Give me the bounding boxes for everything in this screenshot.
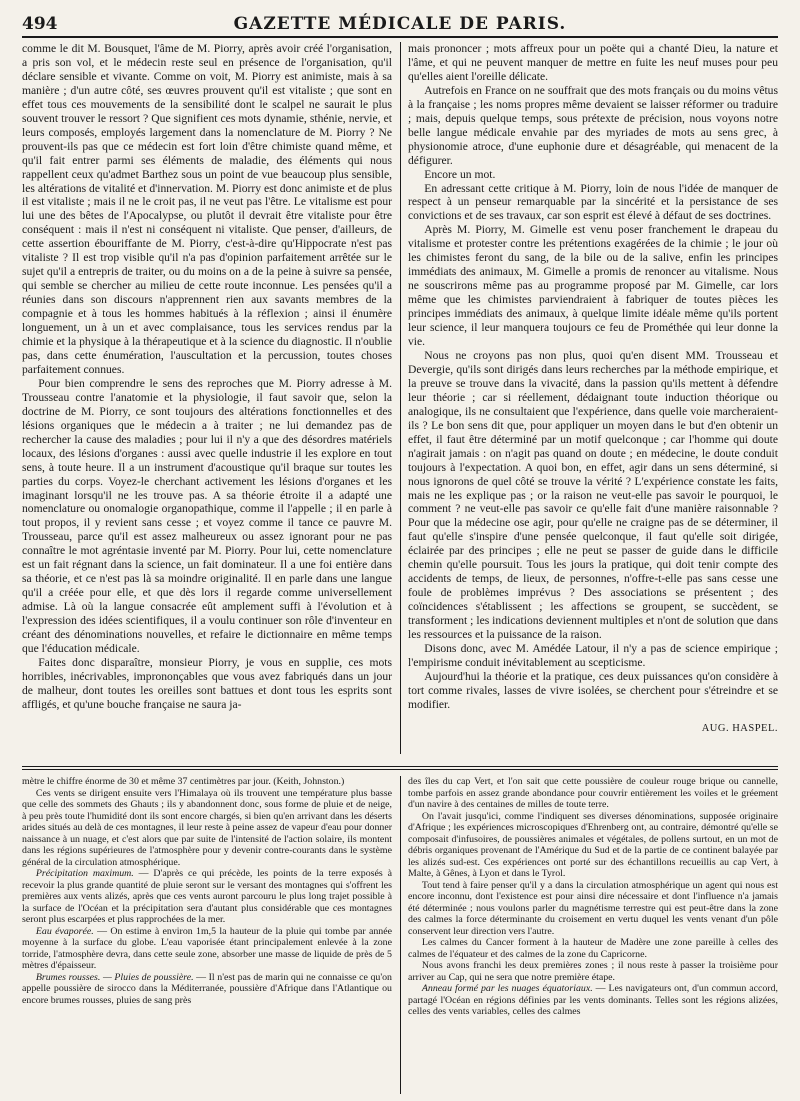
section-heading: Précipitation maximum.: [35, 868, 134, 879]
section-rule-lower: [22, 769, 778, 770]
paragraph: Autrefois en France on ne souffrait que des mots français ou du moins vêtus à la française ; les noms propres même devaient se laisser réformer ou traduire ; mais, depuis quelque temps, sous prétexte de précision, nous voyons notre belle langue médicale envahie par des myriades de mots au sens grec, à physionomie atroce, d'une euphonie dure et désagréable, qui menacent de la défigurer.: [408, 83, 778, 167]
lower-column-divider: [400, 776, 401, 1094]
section-heading: Eau évaporée.: [35, 925, 94, 937]
paragraph: Après M. Piorry, M. Gimelle est venu poser franchement le drapeau du vitalisme et protester contre les prétentions exagérées de la chimie ; le jour où les chimistes feront du sang, de la bile ou de la salive, enfin les principes immédiats des animaux, M. Gimelle a promis de renoncer au vitalisme. Nous ne souscrirons même pas au programme proposé par M. Gimelle, car lors même que les chimistes parviendraient à fabriquer de toutes pièces les principes immédiats des animaux, à quelque limite idéale même qu'ils portent leur science, il leur manquera toujours ce feu de Prométhée qui leur donne la vie.: [408, 223, 778, 349]
paragraph: Aujourd'hui la théorie et la pratique, ces deux puissances qu'on considère à tort comme rivales, lasses de vivre isolées, se cherchent pour s'étreindre et se modifier.: [408, 669, 778, 711]
section-paragraph: [22, 776, 392, 788]
section-paragraph: [408, 776, 778, 811]
section-text: — Il n'est pas de marin qui ne connaisse ce qu'on appelle poussière de sirocco dans la Méditerranée, poussière d'Afrique dans l'Atlantique ou encore brumes rousses, pluies de sang près: [22, 971, 392, 1006]
paragraph: Disons donc, avec M. Amédée Latour, il n'y a pas de science empirique ; l'empirisme conduit inévitablement au scepticisme.: [408, 641, 778, 669]
section-text: On l'avait jusqu'ici, comme l'indiquent ses diverses dénominations, supposée originaire d'Afrique ; les expériences microscopiques d'Ehrenberg ont, au contraire, démontré qu'elle se composait d'infusoires, de poussières animales et végétales, de pollens surtout, en un mot de débris organiques provenant de l'Amérique du Sud et de la partie de ce continent balayée par les alizés sud-est. Ces expériences ont porté sur des échantillons recueillis au cap Vert, à Malte, à Gênes, à Lyon et dans le Tyrol.: [408, 810, 778, 879]
section-text: — D'après ce qui précède, les points de la terre exposés à recevoir la plus grande quantité de pluie seront sur le versant des montagnes qui s'offrent les premières aux vents alizés, après que ces vents auront parcouru le plus long trajet possible à la surface de l'Océan et la précipitation sera d'autant plus considérable que ces montagnes seront plus escarpées et plus rapprochées de la mer.: [22, 868, 392, 925]
section-text: mètre le chiffre énorme de 30 et même 37 centimètres par jour. (Keith, Johnston.): [22, 776, 345, 787]
section-paragraph: [22, 972, 392, 1007]
paragraph: mais prononcer ; mots affreux pour un poëte qui a chanté Dieu, la nature et l'âme, et qui ne peuvent manquer de mettre en fuite les neuf muses pour peu qu'elles aient l'oreille délicate.: [408, 42, 778, 83]
upper-right-column: [408, 42, 778, 762]
section-paragraph: [408, 960, 778, 983]
section-text: Nous avons franchi les deux premières zones ; il nous reste à passer la troisième pour arriver au Cap, qui ne sera que notre première étape.: [408, 960, 778, 983]
section-rule-upper: [22, 766, 778, 767]
paragraph: Nous ne croyons pas non plus, quoi qu'en disent MM. Trousseau et Devergie, qu'ils sont dirigés dans leurs recherches par la méthode empirique, et la preuve se trouve dans la vivacité, dans la passion qu'ils mettent à défendre leur théorie ; car si réellement, dédaignant toute induction théorique ou analogique, ils ne consultaient que l'expérience, dans quelle voie marcheraient-ils ? Le bon sens dit que, pour appliquer un moyen dans le but d'en obtenir un effet, il faut être déterminé par un motif quelconque ; car l'homme qui doute n'agirait jamais : on n'agit pas quand on doute ; en médecine, le doute conduit toujours à l'expectation. A quoi bon, en effet, agir dans un sens déterminé, si nous ignorons de quel côté se trouve la vérité ? L'expérience constate les faits, mais ne les explique pas ; or la raison ne veut-elle pas savoir le pourquoi, le comment ? ne veut-elle pas savoir ce qu'elle fait d'une manière raisonnable ? Pour que la médecine ose agir, pour qu'elle ne craigne pas de se déterminer, il faut qu'elle s'inspire d'une pensée quelconque, il faut qu'elle soit dirigée, éclairée par des principes ; elle ne peut se passer de guide dans le difficile chemin qu'elle poursuit. Tous les jours la pratique, qui doit tenir compte des accidents de temps, de lieux, de personnes, n'offre-t-elle pas sans cesse une foule de problèmes imprévus ? Des associations se présentent ; des coïncidences s'établissent ; les affections se groupent, se succèdent, se transforment ; les indications deviennent multiples et n'ont de solution que dans les ressources et la puissance de la raison.: [408, 348, 778, 642]
section-text: — On estime à environ 1m,5 la hauteur de la pluie qui tombe par année moyenne à la surface du globe. L'eau vaporisée étant principalement enlevée à la zone torride, l'atmosphère devra, dans cette seule zone, absorber une masse de liquide de près de 5 mètres d'épaisseur.: [22, 925, 392, 971]
header-rule: [22, 36, 778, 38]
upper-left-column: [22, 42, 392, 762]
paragraph: Encore un mot.: [424, 167, 496, 181]
page-number: 494: [22, 14, 58, 34]
lower-left-column: [22, 776, 392, 1098]
paragraph: En adressant cette critique à M. Piorry, loin de nous l'idée de manquer de respect à un penseur remarquable par la sincérité et la persistance de ses convictions et de ses travaux, car son esprit est élevé à défaut de ses doctrines.: [408, 181, 778, 223]
section-heading: Brumes rousses. — Pluies de poussière.: [35, 971, 194, 983]
section-paragraph: [22, 926, 392, 972]
page-header: [22, 12, 778, 36]
paragraph: Pour bien comprendre le sens des reproches que M. Piorry adresse à M. Trousseau contre l'anatomie et la physiologie, il faut savoir que, selon la doctrine de M. Piorry, ce sont toujours des altérations fonctionnelles et des lésions organiques que le médecin a à traiter ; ne lui demandez pas de rechercher la cause des maladies ; pour lui il n'y a que des désordres matériels locaux, des lésions d'organes : aussi avec quelle industrie il les explore en tout sens, à toute heure. Il a un instrument d'acoustique qu'il braque sur toutes les parties du corps. Voyez-le cherchant activement les lésions d'organes et les imaginant lorsqu'il ne les trouve pas. A sa théorie étroite il a adapté une nomenclature ou onomalogie organopathique, comme il l'appelle ; il en parle à tout propos, il y revient sans cesse ; et voyez comme il tance ce pauvre M. Trousseau, parce qu'il est assez malheureux ou assez ignorant pour ne pas connaître le mot agréntasie inventé par M. Piorry. Pour lui, cette nomenclature est un fait régnant dans la science, un fait dominateur. Il a une foi entière dans sa théorie, et ce n'est pas là sa moindre originalité. Il en parle dans une langue qu'il a créée pour elle, et que dès lors il regarde comme universellement admise. Là où la langue consacrée eût amplement suffi à l'évolution et à l'expression des idées scientifiques, il a voulu continuer son rôle d'inventeur en créant des dénominations nouvelles, et refaire le dictionnaire en même temps que l'éducation médicale.: [22, 376, 392, 655]
paragraph: comme le dit M. Bousquet, l'âme de M. Piorry, après avoir créé l'organisation, a pris son vol, et le médecin reste seul en présence de l'organisation, qu'il déclare sensible et vivante. Comme on voit, M. Piorry est animiste, mais à sa manière ; d'un autre côté, ses œuvres prouvent qu'il est vitaliste ; que sont en effet tous ces mouvements de la sensibilité dont le scalpel ne saurait le plus souvent trouver le ressort ? Que signifient ces mots dynamie, sthénie, nervie, et leurs composés, employés largement dans la nomenclature de M. Piorry ? Ne prouvent-ils pas que ce médecin est fort loin d'être chimiste quand même, et qu'il fait entrer parmi ses éléments de maladie, des éléments qui nous rappellent ceux qu'admet Barthez sous un point de vue beaucoup plus sensible, les altérations de vitalité et d'innervation. M. Piorry est donc animiste et de plus il est vitaliste ; mais il ne le croit pas, il ne veut pas l'être. Le vitalisme est pour lui une des bêtes de l'Apocalypse, ou plutôt il devrait être vitaliste pour être conséquent : mais il n'est ni conséquent ni vitaliste. Que penser, d'ailleurs, de cette assertion ébouriffante de M. Piorry, c'est-à-dire qu'Hippocrate n'est pas vitaliste ? Il est trop visible qu'il n'a pas d'opinion parfaitement arrêtée sur le sujet qu'il a entrepris de traiter, ou du moins on a de la peine à suivre sa pensée, qui semble se chercher au milieu de cette route inconnue. Les pensées qu'il a réunies dans son discours n'apprennent rien aux savants membres de la compagnie et à tous les hommes habitués à la réflexion ; ainsi il énumère longuement, un à un et avec complaisance, tous les services rendus par la chimie et la physique à la thérapeutique et à la science du diagnostic. Il n'oublie pas, dans cette énumération, l'auscultation et la percussion, toutes choses parfaitement connues.: [22, 42, 392, 376]
section-paragraph: [408, 937, 778, 960]
running-title: GAZETTE MÉDICALE DE PARIS.: [233, 14, 567, 34]
section-text: Les calmes du Cancer forment à la hauteur de Madère une zone pareille à celles des calmes de l'équateur et des calmes de la zone du Capricorne.: [408, 937, 778, 960]
section-text: Ces vents se dirigent ensuite vers l'Himalaya où ils trouvent une température plus basse que celle des sommets des Ghauts ; ils y abandonnent donc, sous forme de pluie et de neige, à peu près toute l'humidité dont ils sont encore chargés, si bien qu'en arrivant dans les déserts arides situés au delà de ces montagnes, il leur reste à peine assez de vapeur d'eau pour donner naissance à un nuage, et c'est alors que par suite de l'intensité de l'action solaire, ils montent dans les régions supérieures de l'atmosphère pour y devenir contre-courants dans le système général de la circulation atmosphérique.: [22, 787, 392, 868]
section-heading: Anneau formé par les nuages équatoriaux.: [421, 983, 593, 994]
lower-right-column: [408, 776, 778, 1098]
paragraph: Faites donc disparaître, monsieur Piorry, je vous en supplie, ces mots horribles, inécrivables, imprononçables que vous avez fabriqués dans un jour de malheur, dont toutes les oreilles sont battues et dont tous les esprits sont affligés, et qu'une bouche française ne saura ja-: [22, 655, 392, 711]
section-paragraph: [22, 868, 392, 926]
upper-column-divider: [400, 42, 401, 754]
author-signature: AUG. HASPEL.: [701, 722, 778, 734]
section-text: Tout tend à faire penser qu'il y a dans la circulation atmosphérique un agent qui nous est encore inconnu, dont l'existence est pour ainsi dire nécessaire et dont l'influence n'a jamais été déterminée ; nous voulons parler du magnétisme terrestre qui est peut-être dans la zone des calmes la force déterminante du croisement en vertu duquel les vents venant d'un pôle conservent leur direction vers l'autre.: [408, 879, 778, 937]
section-paragraph: [22, 788, 392, 869]
section-text: des îles du cap Vert, et l'on sait que cette poussière de couleur rouge brique ou cannelle, tombe parfois en assez grande abondance pour couvrir entièrement les voiles et le gréement d'un navire à des centaines de milles de toute terre.: [408, 776, 778, 810]
section-paragraph: [408, 983, 778, 1018]
section-text: — Les navigateurs ont, d'un commun accord, partagé l'Océan en régions définies par les vents dominants. Telles sont les régions alizées, celles des vents variables, celles des calmes: [408, 983, 778, 1017]
section-paragraph: [408, 880, 778, 938]
section-paragraph: [408, 811, 778, 880]
